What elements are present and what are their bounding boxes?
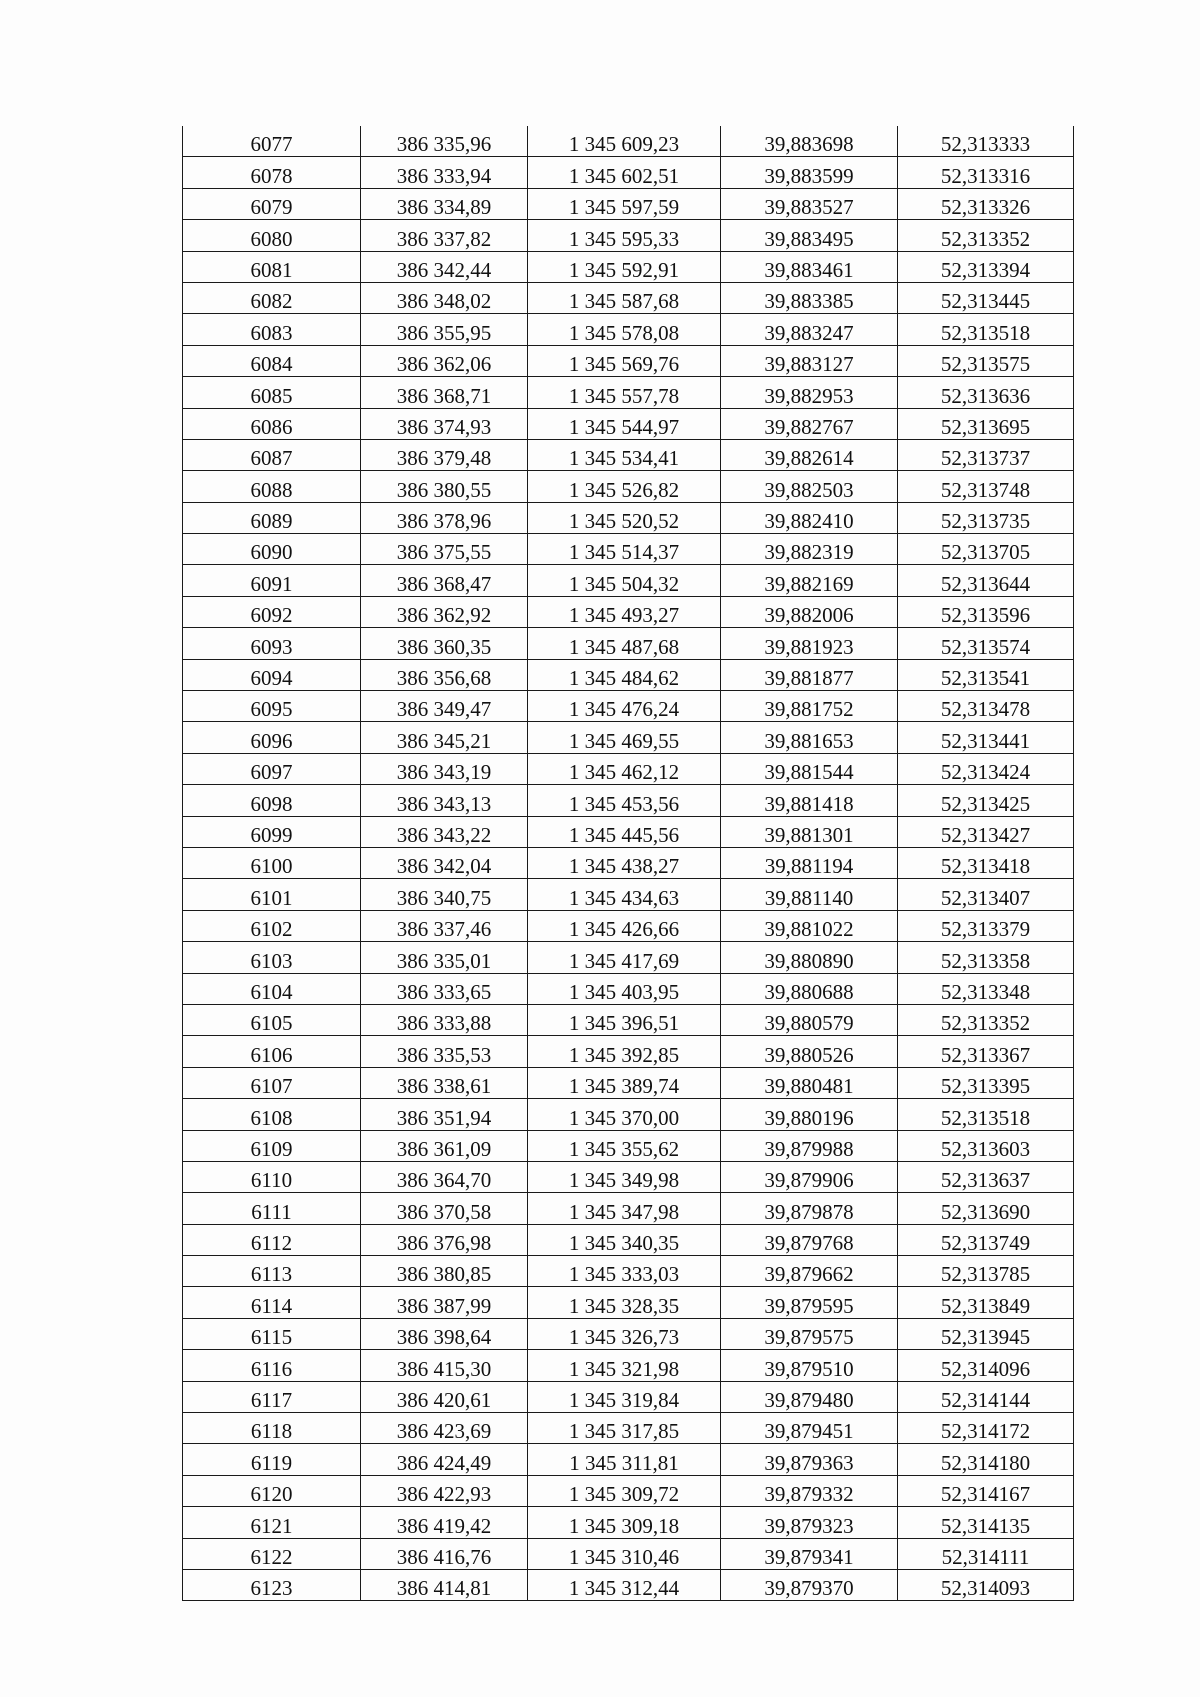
x-coordinate-cell: 386 334,89 — [361, 188, 528, 219]
table-row — [183, 1256, 1074, 1287]
longitude-cell: 39,879662 — [721, 1256, 898, 1287]
y-coordinate-cell: 1 345 319,84 — [528, 1381, 721, 1412]
x-coordinate-cell: 386 414,81 — [361, 1569, 528, 1600]
x-coordinate-cell: 386 362,92 — [361, 596, 528, 627]
x-coordinate-cell: 386 362,06 — [361, 345, 528, 376]
x-coordinate-cell: 386 398,64 — [361, 1318, 528, 1349]
point-number-cell: 6089 — [183, 502, 361, 533]
longitude-cell: 39,882503 — [721, 471, 898, 502]
latitude-cell: 52,313603 — [898, 1130, 1074, 1161]
latitude-cell: 52,313425 — [898, 785, 1074, 816]
latitude-cell: 52,313785 — [898, 1256, 1074, 1287]
latitude-cell: 52,313541 — [898, 659, 1074, 690]
x-coordinate-cell: 386 337,46 — [361, 910, 528, 941]
latitude-cell: 52,313333 — [898, 126, 1074, 157]
y-coordinate-cell: 1 345 326,73 — [528, 1318, 721, 1349]
y-coordinate-cell: 1 345 484,62 — [528, 659, 721, 690]
y-coordinate-cell: 1 345 317,85 — [528, 1413, 721, 1444]
table-row — [183, 973, 1074, 1004]
table-row — [183, 220, 1074, 251]
latitude-cell: 52,313418 — [898, 847, 1074, 878]
latitude-cell: 52,314167 — [898, 1475, 1074, 1506]
x-coordinate-cell: 386 374,93 — [361, 408, 528, 439]
point-number-cell: 6094 — [183, 659, 361, 690]
table-row — [183, 785, 1074, 816]
x-coordinate-cell: 386 424,49 — [361, 1444, 528, 1475]
latitude-cell: 52,313348 — [898, 973, 1074, 1004]
y-coordinate-cell: 1 345 445,56 — [528, 816, 721, 847]
latitude-cell: 52,313352 — [898, 1004, 1074, 1035]
table-row — [183, 1507, 1074, 1538]
longitude-cell: 39,880890 — [721, 942, 898, 973]
point-number-cell: 6084 — [183, 345, 361, 376]
latitude-cell: 52,313395 — [898, 1067, 1074, 1098]
x-coordinate-cell: 386 342,04 — [361, 847, 528, 878]
longitude-cell: 39,879332 — [721, 1475, 898, 1506]
y-coordinate-cell: 1 345 587,68 — [528, 282, 721, 313]
x-coordinate-cell: 386 338,61 — [361, 1067, 528, 1098]
x-coordinate-cell: 386 368,71 — [361, 377, 528, 408]
y-coordinate-cell: 1 345 403,95 — [528, 973, 721, 1004]
latitude-cell: 52,313379 — [898, 910, 1074, 941]
table-row — [183, 942, 1074, 973]
longitude-cell: 39,880481 — [721, 1067, 898, 1098]
point-number-cell: 6108 — [183, 1099, 361, 1130]
point-number-cell: 6099 — [183, 816, 361, 847]
longitude-cell: 39,881418 — [721, 785, 898, 816]
y-coordinate-cell: 1 345 597,59 — [528, 188, 721, 219]
latitude-cell: 52,314096 — [898, 1350, 1074, 1381]
table-row — [183, 1318, 1074, 1349]
longitude-cell: 39,882006 — [721, 596, 898, 627]
point-number-cell: 6083 — [183, 314, 361, 345]
latitude-cell: 52,313352 — [898, 220, 1074, 251]
latitude-cell: 52,313574 — [898, 628, 1074, 659]
longitude-cell: 39,879370 — [721, 1569, 898, 1600]
x-coordinate-cell: 386 376,98 — [361, 1224, 528, 1255]
table-row — [183, 1475, 1074, 1506]
table-row — [183, 1004, 1074, 1035]
table-row — [183, 1224, 1074, 1255]
latitude-cell: 52,313407 — [898, 879, 1074, 910]
point-number-cell: 6077 — [183, 126, 361, 157]
point-number-cell: 6080 — [183, 220, 361, 251]
longitude-cell: 39,879363 — [721, 1444, 898, 1475]
x-coordinate-cell: 386 333,65 — [361, 973, 528, 1004]
table-row — [183, 377, 1074, 408]
x-coordinate-cell: 386 364,70 — [361, 1161, 528, 1192]
latitude-cell: 52,313644 — [898, 565, 1074, 596]
point-number-cell: 6096 — [183, 722, 361, 753]
x-coordinate-cell: 386 343,19 — [361, 753, 528, 784]
x-coordinate-cell: 386 380,85 — [361, 1256, 528, 1287]
y-coordinate-cell: 1 345 469,55 — [528, 722, 721, 753]
longitude-cell: 39,882169 — [721, 565, 898, 596]
table-row — [183, 1067, 1074, 1098]
table-row — [183, 282, 1074, 313]
point-number-cell: 6119 — [183, 1444, 361, 1475]
y-coordinate-cell: 1 345 493,27 — [528, 596, 721, 627]
x-coordinate-cell: 386 423,69 — [361, 1413, 528, 1444]
table-row — [183, 1130, 1074, 1161]
x-coordinate-cell: 386 335,96 — [361, 126, 528, 157]
x-coordinate-cell: 386 420,61 — [361, 1381, 528, 1412]
x-coordinate-cell: 386 416,76 — [361, 1538, 528, 1569]
longitude-cell: 39,881923 — [721, 628, 898, 659]
longitude-cell: 39,883385 — [721, 282, 898, 313]
latitude-cell: 52,313358 — [898, 942, 1074, 973]
y-coordinate-cell: 1 345 349,98 — [528, 1161, 721, 1192]
table-row — [183, 439, 1074, 470]
y-coordinate-cell: 1 345 544,97 — [528, 408, 721, 439]
longitude-cell: 39,879341 — [721, 1538, 898, 1569]
longitude-cell: 39,883127 — [721, 345, 898, 376]
table-row — [183, 1444, 1074, 1475]
x-coordinate-cell: 386 415,30 — [361, 1350, 528, 1381]
point-number-cell: 6114 — [183, 1287, 361, 1318]
x-coordinate-cell: 386 343,13 — [361, 785, 528, 816]
y-coordinate-cell: 1 345 417,69 — [528, 942, 721, 973]
coordinates-table-body — [183, 126, 1074, 1601]
point-number-cell: 6113 — [183, 1256, 361, 1287]
x-coordinate-cell: 386 349,47 — [361, 691, 528, 722]
table-row — [183, 879, 1074, 910]
point-number-cell: 6112 — [183, 1224, 361, 1255]
table-row — [183, 471, 1074, 502]
longitude-cell: 39,881301 — [721, 816, 898, 847]
table-row — [183, 753, 1074, 784]
longitude-cell: 39,883599 — [721, 157, 898, 188]
table-row — [183, 251, 1074, 282]
latitude-cell: 52,313367 — [898, 1036, 1074, 1067]
longitude-cell: 39,879878 — [721, 1193, 898, 1224]
latitude-cell: 52,314172 — [898, 1413, 1074, 1444]
x-coordinate-cell: 386 348,02 — [361, 282, 528, 313]
longitude-cell: 39,883527 — [721, 188, 898, 219]
point-number-cell: 6098 — [183, 785, 361, 816]
coordinates-table — [182, 126, 1074, 1601]
y-coordinate-cell: 1 345 309,72 — [528, 1475, 721, 1506]
table-row — [183, 628, 1074, 659]
point-number-cell: 6106 — [183, 1036, 361, 1067]
x-coordinate-cell: 386 370,58 — [361, 1193, 528, 1224]
table-row — [183, 847, 1074, 878]
longitude-cell: 39,879480 — [721, 1381, 898, 1412]
point-number-cell: 6104 — [183, 973, 361, 1004]
point-number-cell: 6092 — [183, 596, 361, 627]
point-number-cell: 6120 — [183, 1475, 361, 1506]
longitude-cell: 39,881752 — [721, 691, 898, 722]
x-coordinate-cell: 386 361,09 — [361, 1130, 528, 1161]
latitude-cell: 52,314180 — [898, 1444, 1074, 1475]
y-coordinate-cell: 1 345 453,56 — [528, 785, 721, 816]
latitude-cell: 52,313749 — [898, 1224, 1074, 1255]
point-number-cell: 6121 — [183, 1507, 361, 1538]
point-number-cell: 6081 — [183, 251, 361, 282]
latitude-cell: 52,313735 — [898, 502, 1074, 533]
y-coordinate-cell: 1 345 526,82 — [528, 471, 721, 502]
y-coordinate-cell: 1 345 487,68 — [528, 628, 721, 659]
y-coordinate-cell: 1 345 520,52 — [528, 502, 721, 533]
latitude-cell: 52,313636 — [898, 377, 1074, 408]
table-row — [183, 126, 1074, 157]
y-coordinate-cell: 1 345 321,98 — [528, 1350, 721, 1381]
latitude-cell: 52,313394 — [898, 251, 1074, 282]
longitude-cell: 39,880579 — [721, 1004, 898, 1035]
y-coordinate-cell: 1 345 309,18 — [528, 1507, 721, 1538]
y-coordinate-cell: 1 345 370,00 — [528, 1099, 721, 1130]
y-coordinate-cell: 1 345 438,27 — [528, 847, 721, 878]
point-number-cell: 6122 — [183, 1538, 361, 1569]
x-coordinate-cell: 386 333,94 — [361, 157, 528, 188]
table-row — [183, 596, 1074, 627]
y-coordinate-cell: 1 345 476,24 — [528, 691, 721, 722]
table-row — [183, 502, 1074, 533]
longitude-cell: 39,879906 — [721, 1161, 898, 1192]
table-row — [183, 408, 1074, 439]
longitude-cell: 39,881877 — [721, 659, 898, 690]
table-row — [183, 157, 1074, 188]
latitude-cell: 52,313316 — [898, 157, 1074, 188]
latitude-cell: 52,314135 — [898, 1507, 1074, 1538]
latitude-cell: 52,313518 — [898, 314, 1074, 345]
table-row — [183, 1569, 1074, 1600]
y-coordinate-cell: 1 345 392,85 — [528, 1036, 721, 1067]
table-row — [183, 1350, 1074, 1381]
longitude-cell: 39,880688 — [721, 973, 898, 1004]
longitude-cell: 39,883461 — [721, 251, 898, 282]
longitude-cell: 39,881544 — [721, 753, 898, 784]
point-number-cell: 6116 — [183, 1350, 361, 1381]
point-number-cell: 6090 — [183, 534, 361, 565]
y-coordinate-cell: 1 345 355,62 — [528, 1130, 721, 1161]
latitude-cell: 52,313478 — [898, 691, 1074, 722]
point-number-cell: 6109 — [183, 1130, 361, 1161]
table-row — [183, 1193, 1074, 1224]
longitude-cell: 39,879988 — [721, 1130, 898, 1161]
y-coordinate-cell: 1 345 602,51 — [528, 157, 721, 188]
y-coordinate-cell: 1 345 557,78 — [528, 377, 721, 408]
y-coordinate-cell: 1 345 504,32 — [528, 565, 721, 596]
point-number-cell: 6118 — [183, 1413, 361, 1444]
table-row — [183, 1413, 1074, 1444]
y-coordinate-cell: 1 345 569,76 — [528, 345, 721, 376]
point-number-cell: 6117 — [183, 1381, 361, 1412]
latitude-cell: 52,313737 — [898, 439, 1074, 470]
latitude-cell: 52,314111 — [898, 1538, 1074, 1569]
x-coordinate-cell: 386 345,21 — [361, 722, 528, 753]
x-coordinate-cell: 386 355,95 — [361, 314, 528, 345]
x-coordinate-cell: 386 380,55 — [361, 471, 528, 502]
point-number-cell: 6101 — [183, 879, 361, 910]
latitude-cell: 52,313596 — [898, 596, 1074, 627]
longitude-cell: 39,880196 — [721, 1099, 898, 1130]
y-coordinate-cell: 1 345 578,08 — [528, 314, 721, 345]
latitude-cell: 52,313424 — [898, 753, 1074, 784]
y-coordinate-cell: 1 345 595,33 — [528, 220, 721, 251]
table-row — [183, 1381, 1074, 1412]
table-row — [183, 910, 1074, 941]
longitude-cell: 39,883247 — [721, 314, 898, 345]
point-number-cell: 6115 — [183, 1318, 361, 1349]
point-number-cell: 6107 — [183, 1067, 361, 1098]
point-number-cell: 6091 — [183, 565, 361, 596]
longitude-cell: 39,883495 — [721, 220, 898, 251]
point-number-cell: 6105 — [183, 1004, 361, 1035]
longitude-cell: 39,879510 — [721, 1350, 898, 1381]
x-coordinate-cell: 386 422,93 — [361, 1475, 528, 1506]
longitude-cell: 39,879595 — [721, 1287, 898, 1318]
y-coordinate-cell: 1 345 426,66 — [528, 910, 721, 941]
table-row — [183, 534, 1074, 565]
latitude-cell: 52,314144 — [898, 1381, 1074, 1412]
x-coordinate-cell: 386 379,48 — [361, 439, 528, 470]
table-row — [183, 816, 1074, 847]
latitude-cell: 52,313518 — [898, 1099, 1074, 1130]
table-row — [183, 722, 1074, 753]
x-coordinate-cell: 386 387,99 — [361, 1287, 528, 1318]
table-row — [183, 314, 1074, 345]
point-number-cell: 6085 — [183, 377, 361, 408]
y-coordinate-cell: 1 345 310,46 — [528, 1538, 721, 1569]
latitude-cell: 52,313945 — [898, 1318, 1074, 1349]
y-coordinate-cell: 1 345 312,44 — [528, 1569, 721, 1600]
y-coordinate-cell: 1 345 434,63 — [528, 879, 721, 910]
latitude-cell: 52,313326 — [898, 188, 1074, 219]
table-row — [183, 188, 1074, 219]
longitude-cell: 39,881140 — [721, 879, 898, 910]
latitude-cell: 52,314093 — [898, 1569, 1074, 1600]
longitude-cell: 39,882614 — [721, 439, 898, 470]
longitude-cell: 39,879768 — [721, 1224, 898, 1255]
table-row — [183, 1099, 1074, 1130]
x-coordinate-cell: 386 333,88 — [361, 1004, 528, 1035]
x-coordinate-cell: 386 343,22 — [361, 816, 528, 847]
table-row — [183, 1161, 1074, 1192]
point-number-cell: 6100 — [183, 847, 361, 878]
x-coordinate-cell: 386 375,55 — [361, 534, 528, 565]
x-coordinate-cell: 386 340,75 — [361, 879, 528, 910]
y-coordinate-cell: 1 345 389,74 — [528, 1067, 721, 1098]
point-number-cell: 6082 — [183, 282, 361, 313]
table-row — [183, 659, 1074, 690]
point-number-cell: 6078 — [183, 157, 361, 188]
x-coordinate-cell: 386 342,44 — [361, 251, 528, 282]
point-number-cell: 6087 — [183, 439, 361, 470]
y-coordinate-cell: 1 345 347,98 — [528, 1193, 721, 1224]
x-coordinate-cell: 386 335,01 — [361, 942, 528, 973]
latitude-cell: 52,313695 — [898, 408, 1074, 439]
latitude-cell: 52,313748 — [898, 471, 1074, 502]
longitude-cell: 39,883698 — [721, 126, 898, 157]
y-coordinate-cell: 1 345 514,37 — [528, 534, 721, 565]
table-row — [183, 1538, 1074, 1569]
table-row — [183, 1036, 1074, 1067]
point-number-cell: 6093 — [183, 628, 361, 659]
latitude-cell: 52,313849 — [898, 1287, 1074, 1318]
longitude-cell: 39,882767 — [721, 408, 898, 439]
longitude-cell: 39,879575 — [721, 1318, 898, 1349]
y-coordinate-cell: 1 345 462,12 — [528, 753, 721, 784]
table-row — [183, 345, 1074, 376]
point-number-cell: 6088 — [183, 471, 361, 502]
point-number-cell: 6102 — [183, 910, 361, 941]
point-number-cell: 6086 — [183, 408, 361, 439]
latitude-cell: 52,313441 — [898, 722, 1074, 753]
y-coordinate-cell: 1 345 396,51 — [528, 1004, 721, 1035]
y-coordinate-cell: 1 345 340,35 — [528, 1224, 721, 1255]
latitude-cell: 52,313690 — [898, 1193, 1074, 1224]
x-coordinate-cell: 386 335,53 — [361, 1036, 528, 1067]
longitude-cell: 39,882953 — [721, 377, 898, 408]
y-coordinate-cell: 1 345 609,23 — [528, 126, 721, 157]
point-number-cell: 6110 — [183, 1161, 361, 1192]
longitude-cell: 39,880526 — [721, 1036, 898, 1067]
x-coordinate-cell: 386 351,94 — [361, 1099, 528, 1130]
table-row — [183, 1287, 1074, 1318]
longitude-cell: 39,882319 — [721, 534, 898, 565]
longitude-cell: 39,881022 — [721, 910, 898, 941]
latitude-cell: 52,313445 — [898, 282, 1074, 313]
latitude-cell: 52,313705 — [898, 534, 1074, 565]
point-number-cell: 6097 — [183, 753, 361, 784]
y-coordinate-cell: 1 345 333,03 — [528, 1256, 721, 1287]
x-coordinate-cell: 386 356,68 — [361, 659, 528, 690]
y-coordinate-cell: 1 345 534,41 — [528, 439, 721, 470]
y-coordinate-cell: 1 345 328,35 — [528, 1287, 721, 1318]
x-coordinate-cell: 386 378,96 — [361, 502, 528, 533]
point-number-cell: 6095 — [183, 691, 361, 722]
point-number-cell: 6123 — [183, 1569, 361, 1600]
longitude-cell: 39,881194 — [721, 847, 898, 878]
longitude-cell: 39,881653 — [721, 722, 898, 753]
latitude-cell: 52,313575 — [898, 345, 1074, 376]
longitude-cell: 39,879451 — [721, 1413, 898, 1444]
latitude-cell: 52,313637 — [898, 1161, 1074, 1192]
x-coordinate-cell: 386 337,82 — [361, 220, 528, 251]
point-number-cell: 6103 — [183, 942, 361, 973]
point-number-cell: 6079 — [183, 188, 361, 219]
y-coordinate-cell: 1 345 311,81 — [528, 1444, 721, 1475]
longitude-cell: 39,882410 — [721, 502, 898, 533]
table-row — [183, 691, 1074, 722]
y-coordinate-cell: 1 345 592,91 — [528, 251, 721, 282]
point-number-cell: 6111 — [183, 1193, 361, 1224]
x-coordinate-cell: 386 368,47 — [361, 565, 528, 596]
x-coordinate-cell: 386 360,35 — [361, 628, 528, 659]
latitude-cell: 52,313427 — [898, 816, 1074, 847]
longitude-cell: 39,879323 — [721, 1507, 898, 1538]
x-coordinate-cell: 386 419,42 — [361, 1507, 528, 1538]
table-row — [183, 565, 1074, 596]
